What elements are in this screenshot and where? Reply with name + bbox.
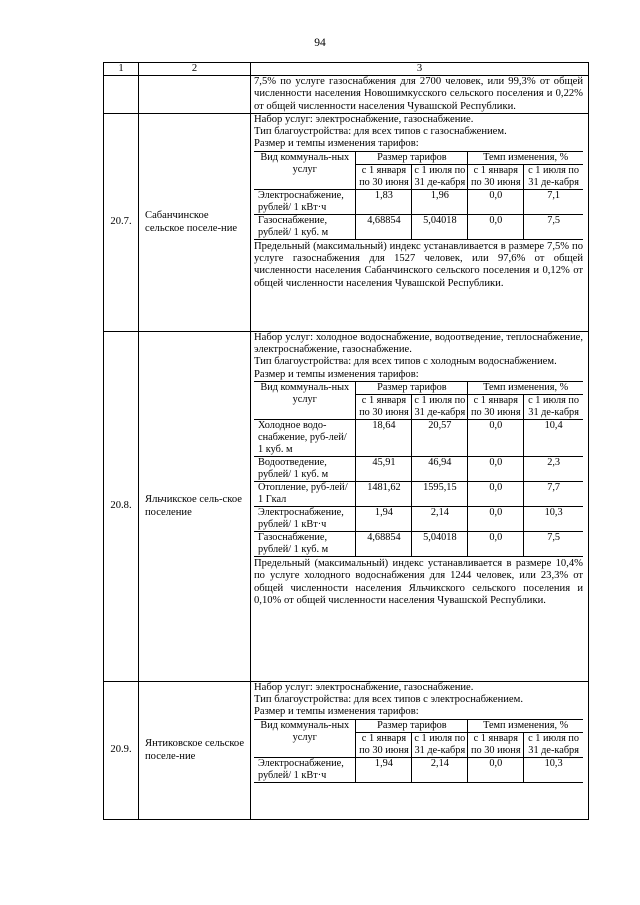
size-line: Размер и темпы изменения тарифов:	[254, 368, 419, 380]
rate-jan: 0,0	[468, 532, 524, 557]
service-name: Электроснабжение, рублей/ 1 кВт·ч	[254, 507, 356, 532]
settlement-name: Яльчикское сель-ское поселение	[139, 331, 251, 681]
tariff-row	[254, 757, 583, 782]
service-header: Вид коммуналь-ных услуг	[254, 151, 356, 189]
period-jul-header: с 1 июля по 31 де-кабря	[412, 732, 468, 757]
rate-header: Темп изменения, %	[468, 719, 583, 732]
service-header: Вид коммуналь-ных услуг	[254, 719, 356, 757]
period-jul-header: с 1 июля по 31 де-кабря	[524, 732, 583, 757]
page-number: 94	[314, 37, 326, 49]
service-name: Газоснабжение, рублей/ 1 куб. м	[254, 214, 356, 239]
service-name: Отопление, руб-лей/ 1 Гкал	[254, 482, 356, 507]
tariff-row	[254, 214, 583, 239]
tariff-jan: 1,94	[356, 757, 412, 782]
settlement-name: Янтиковское сельское поселе-ние	[139, 681, 251, 819]
service-name: Холодное водо-снабжение, руб-лей/ 1 куб. м	[254, 420, 356, 457]
settlement-row	[104, 681, 589, 819]
settlement-name: Сабанчинское сельское поселе-ние	[139, 113, 251, 331]
tariff-row	[254, 457, 583, 482]
rate-jan: 0,0	[468, 457, 524, 482]
column-number-row	[104, 63, 589, 76]
tariff-jan: 1,83	[356, 189, 412, 214]
rate-jan: 0,0	[468, 189, 524, 214]
rate-jul: 10,4	[524, 420, 583, 457]
rate-header: Темп изменения, %	[468, 151, 583, 164]
rate-jul: 7,5	[524, 214, 583, 239]
settlement-row	[104, 113, 589, 331]
rate-jan: 0,0	[468, 507, 524, 532]
tariff-jul: 1,96	[412, 189, 468, 214]
tariff-jul: 1595,15	[412, 482, 468, 507]
col-2-header: 2	[139, 63, 251, 76]
service-name: Электроснабжение, рублей/ 1 кВт·ч	[254, 757, 356, 782]
tariff-table	[254, 381, 583, 557]
col-3-header: 3	[251, 63, 589, 76]
tariff-main-table	[103, 62, 589, 820]
period-jul-header: с 1 июля по 31 де-кабря	[412, 164, 468, 189]
period-jan-header: с 1 января по 30 июня	[356, 164, 412, 189]
tariff-row	[254, 482, 583, 507]
type-line: Тип благоустройства: для всех типов с электроснабжением.	[254, 694, 523, 706]
period-jan-header: с 1 января по 30 июня	[468, 164, 524, 189]
rate-jan: 0,0	[468, 214, 524, 239]
size-line: Размер и темпы изменения тарифов:	[254, 138, 419, 150]
rate-jul: 2,3	[524, 457, 583, 482]
period-jan-header: с 1 января по 30 июня	[356, 732, 412, 757]
tariff-jan: 18,64	[356, 420, 412, 457]
rate-jul: 7,5	[524, 532, 583, 557]
tariff-row	[254, 189, 583, 214]
tariff-row	[254, 507, 583, 532]
size-header: Размер тарифов	[356, 719, 468, 732]
tariff-row	[254, 420, 583, 457]
carry-over-text: 7,5% по услуге газоснабжения для 2700 человек, или 99,3% от общей численности населения Новошимкусского сельского поселения и 0,22% от общей численности населения Чувашской Республики.	[251, 76, 589, 114]
row-number: 20.7.	[104, 113, 139, 331]
period-jul-header: с 1 июля по 31 де-кабря	[412, 395, 468, 420]
period-jul-header: с 1 июля по 31 де-кабря	[524, 164, 583, 189]
tariff-jan: 1481,62	[356, 482, 412, 507]
tariff-jan: 4,68854	[356, 532, 412, 557]
service-name: Водоотведение, рублей/ 1 куб. м	[254, 457, 356, 482]
tariff-jul: 46,94	[412, 457, 468, 482]
period-jan-header: с 1 января по 30 июня	[468, 395, 524, 420]
tariff-table	[254, 151, 583, 240]
rate-jul: 10,3	[524, 507, 583, 532]
limit-index-text: Предельный (максимальный) индекс устанавливается в размере 7,5% по услуге газоснабжения для 1527 человек, или 97,6% от общей численности населения Сабанчинского сельского поселения и 0,12% от общей численности населения Чувашской Республики.	[254, 240, 583, 289]
rate-jan: 0,0	[468, 420, 524, 457]
tariff-jan: 4,68854	[356, 214, 412, 239]
row-number: 20.8.	[104, 331, 139, 681]
period-jan-header: с 1 января по 30 июня	[356, 395, 412, 420]
service-name: Газоснабжение, рублей/ 1 куб. м	[254, 532, 356, 557]
tariff-jul: 20,57	[412, 420, 468, 457]
rate-jul: 7,7	[524, 482, 583, 507]
type-line: Тип благоустройства: для всех типов с газоснабжением.	[254, 126, 507, 138]
size-line: Размер и темпы изменения тарифов:	[254, 706, 419, 718]
size-header: Размер тарифов	[356, 151, 468, 164]
settlement-row	[104, 331, 589, 681]
carry-over-row	[104, 76, 589, 114]
tariff-jul: 2,14	[412, 757, 468, 782]
services-line: Набор услуг: холодное водоснабжение, водоотведение, теплоснабжение, электроснабжение, газоснабжение.	[254, 331, 583, 356]
rate-jan: 0,0	[468, 482, 524, 507]
tariff-jan: 1,94	[356, 507, 412, 532]
size-header: Размер тарифов	[356, 382, 468, 395]
services-line: Набор услуг: электроснабжение, газоснабжение.	[254, 681, 474, 693]
tariff-jul: 2,14	[412, 507, 468, 532]
tariff-jan: 45,91	[356, 457, 412, 482]
col-1-header: 1	[104, 63, 139, 76]
row-number: 20.9.	[104, 681, 139, 819]
rate-jan: 0,0	[468, 757, 524, 782]
tariff-row	[254, 532, 583, 557]
services-line: Набор услуг: электроснабжение, газоснабжение.	[254, 113, 474, 125]
tariff-table	[254, 719, 583, 783]
tariff-jul: 5,04018	[412, 532, 468, 557]
limit-index-text: Предельный (максимальный) индекс устанавливается в размере 10,4% по услуге холодного водоснабжения для 1244 человек, или 23,3% от общей численности населения Яльчикского сельского поселения и 0,10% от общей численности населения Чувашской Республики.	[254, 558, 583, 606]
rate-jul: 7,1	[524, 189, 583, 214]
period-jan-header: с 1 января по 30 июня	[468, 732, 524, 757]
type-line: Тип благоустройства: для всех типов с холодным водоснабжением.	[254, 356, 557, 368]
service-name: Электроснабжение, рублей/ 1 кВт·ч	[254, 189, 356, 214]
rate-header: Темп изменения, %	[468, 382, 583, 395]
rate-jul: 10,3	[524, 757, 583, 782]
service-header: Вид коммуналь-ных услуг	[254, 382, 356, 420]
period-jul-header: с 1 июля по 31 де-кабря	[524, 395, 583, 420]
tariff-jul: 5,04018	[412, 214, 468, 239]
